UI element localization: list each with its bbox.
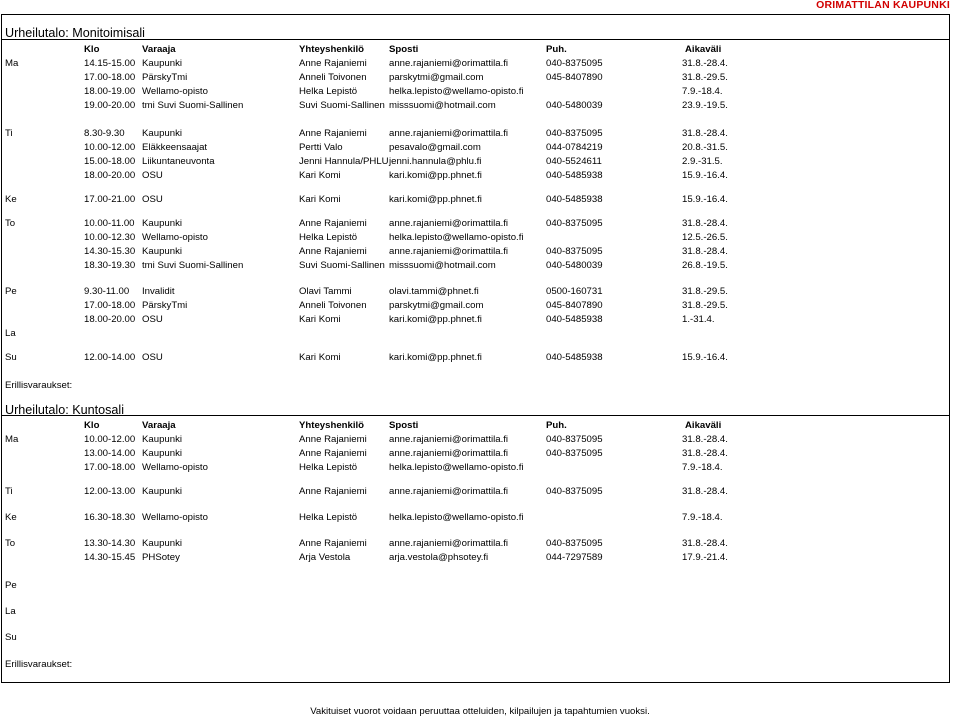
time-cell: 18.30-19.30: [84, 260, 136, 271]
period-cell: 31.8.-28.4.: [682, 448, 728, 459]
contact-cell: Helka Lepistö: [299, 232, 358, 243]
period-cell: 31.8.-28.4.: [682, 486, 728, 497]
table-row: [2, 99, 949, 113]
booker-cell: Kaupunki: [142, 486, 183, 497]
phone-cell: 045-8407890: [546, 72, 603, 83]
phone-cell: 040-5524611: [546, 156, 602, 167]
phone-cell: 040-8375095: [546, 218, 603, 229]
email-cell: helka.lepisto@wellamo-opisto.fi: [389, 512, 524, 523]
booker-cell: Eläkkeensaajat: [142, 142, 208, 153]
table-row: [2, 85, 949, 99]
period-cell: 31.8.-28.4.: [682, 128, 728, 139]
email-cell: anne.rajaniemi@orimattila.fi: [389, 246, 509, 257]
time-cell: 18.00-20.00: [84, 314, 136, 325]
contact-cell: Kari Komi: [299, 170, 341, 181]
email-cell: parskytmi@gmail.com: [389, 72, 484, 83]
column-header-varaaja: Varaaja: [142, 44, 176, 55]
period-cell: 7.9.-18.4.: [682, 462, 723, 473]
org-header: ORIMATTILAN KAUPUNKI: [816, 0, 950, 11]
email-cell: helka.lepisto@wellamo-opisto.fi: [389, 232, 524, 243]
title-rule: [2, 39, 949, 40]
phone-cell: 044-0784219: [546, 142, 603, 153]
table-row: [2, 169, 949, 183]
column-header-row: [2, 43, 949, 57]
column-header-puh: Puh.: [546, 44, 567, 55]
time-cell: 14.30-15.30: [84, 246, 136, 257]
phone-cell: 040-8375095: [546, 434, 603, 445]
column-header-klo: Klo: [84, 44, 100, 55]
booker-cell: PHSotey: [142, 552, 180, 563]
table-row: [2, 57, 949, 71]
table-row: [2, 193, 949, 207]
contact-cell: Suvi Suomi-Sallinen: [299, 260, 385, 271]
day-cell: Ti: [5, 486, 13, 497]
table-row: [2, 551, 949, 565]
phone-cell: 040-5485938: [546, 314, 603, 325]
day-cell: Pe: [5, 286, 17, 297]
booker-cell: Kaupunki: [142, 538, 183, 549]
table-row: [2, 485, 949, 499]
table-row: [2, 461, 949, 475]
period-cell: 31.8.-28.4.: [682, 538, 728, 549]
section-title: Urheilutalo: Kuntosali: [5, 403, 125, 417]
email-cell: helka.lepisto@wellamo-opisto.fi: [389, 462, 524, 473]
booker-cell: OSU: [142, 352, 163, 363]
contact-cell: Anne Rajaniemi: [299, 486, 367, 497]
booker-cell: OSU: [142, 314, 163, 325]
table-row: [2, 351, 949, 365]
table-row: [2, 217, 949, 231]
table-row: [2, 327, 949, 341]
time-cell: 16.30-18.30: [84, 512, 136, 523]
contact-cell: Helka Lepistö: [299, 512, 358, 523]
phone-cell: 0500-160731: [546, 286, 603, 297]
email-cell: helka.lepisto@wellamo-opisto.fi: [389, 86, 524, 97]
table-row: [2, 155, 949, 169]
table-row: [2, 285, 949, 299]
time-cell: 17.00-21.00: [84, 194, 136, 205]
contact-cell: Anneli Toivonen: [299, 72, 367, 83]
column-header-aikavali: Aikaväli: [685, 44, 722, 55]
time-cell: 17.00-18.00: [84, 72, 136, 83]
contact-cell: Anne Rajaniemi: [299, 58, 367, 69]
booker-cell: PärskyTmi: [142, 300, 188, 311]
contact-cell: Kari Komi: [299, 352, 341, 363]
day-cell: Pe: [5, 580, 17, 591]
email-cell: kari.komi@pp.phnet.fi: [389, 352, 482, 363]
booker-cell: PärskyTmi: [142, 72, 188, 83]
period-cell: 17.9.-21.4.: [682, 552, 728, 563]
booker-cell: Kaupunki: [142, 58, 183, 69]
email-cell: parskytmi@gmail.com: [389, 300, 484, 311]
booker-cell: Wellamo-opisto: [142, 232, 208, 243]
booker-cell: OSU: [142, 194, 163, 205]
email-cell: olavi.tammi@phnet.fi: [389, 286, 479, 297]
email-cell: anne.rajaniemi@orimattila.fi: [389, 58, 509, 69]
contact-cell: Anne Rajaniemi: [299, 128, 367, 139]
period-cell: 31.8.-28.4.: [682, 246, 728, 257]
time-cell: 8.30-9.30: [84, 128, 125, 139]
email-cell: anne.rajaniemi@orimattila.fi: [389, 486, 509, 497]
email-cell: anne.rajaniemi@orimattila.fi: [389, 128, 509, 139]
contact-cell: Helka Lepistö: [299, 462, 358, 473]
email-cell: kari.komi@pp.phnet.fi: [389, 194, 482, 205]
booker-cell: tmi Suvi Suomi-Sallinen: [142, 100, 244, 111]
phone-cell: 040-8375095: [546, 246, 603, 257]
phone-cell: 040-8375095: [546, 58, 603, 69]
phone-cell: 040-5485938: [546, 170, 603, 181]
period-cell: 15.9.-16.4.: [682, 194, 728, 205]
contact-cell: Suvi Suomi-Sallinen: [299, 100, 385, 111]
table-row: [2, 141, 949, 155]
footer-note: Vakituiset vuorot voidaan peruuttaa otteluiden, kilpailujen ja tapahtumien vuoksi.: [310, 706, 650, 717]
time-cell: 10.00-12.00: [84, 434, 136, 445]
column-header-klo: Klo: [84, 420, 100, 431]
time-cell: 15.00-18.00: [84, 156, 136, 167]
period-cell: 7.9.-18.4.: [682, 512, 723, 523]
day-cell: To: [5, 218, 16, 229]
contact-cell: Anne Rajaniemi: [299, 246, 367, 257]
email-cell: arja.vestola@phsotey.fi: [389, 552, 489, 563]
period-cell: 12.5.-26.5.: [682, 232, 728, 243]
table-row: [2, 71, 949, 85]
phone-cell: 040-5485938: [546, 352, 603, 363]
booker-cell: Kaupunki: [142, 246, 183, 257]
contact-cell: Pertti Valo: [299, 142, 343, 153]
phone-cell: 045-8407890: [546, 300, 603, 311]
table-row: [2, 605, 949, 619]
email-cell: jenni.hannula@phlu.fi: [389, 156, 482, 167]
period-cell: 20.8.-31.5.: [682, 142, 728, 153]
table-row: [2, 299, 949, 313]
booker-cell: Liikuntaneuvonta: [142, 156, 215, 167]
contact-cell: Kari Komi: [299, 314, 341, 325]
time-cell: 17.00-18.00: [84, 300, 136, 311]
contact-cell: Anne Rajaniemi: [299, 538, 367, 549]
day-cell: Su: [5, 632, 17, 643]
period-cell: 1.-31.4.: [682, 314, 715, 325]
table-row: [2, 631, 949, 645]
contact-cell: Anne Rajaniemi: [299, 218, 367, 229]
booker-cell: Wellamo-opisto: [142, 462, 208, 473]
email-cell: anne.rajaniemi@orimattila.fi: [389, 538, 509, 549]
column-header-aikavali: Aikaväli: [685, 420, 722, 431]
period-cell: 31.8.-29.5.: [682, 286, 728, 297]
period-cell: 31.8.-29.5.: [682, 300, 728, 311]
contact-cell: Anne Rajaniemi: [299, 434, 367, 445]
booker-cell: Kaupunki: [142, 434, 183, 445]
period-cell: 31.8.-28.4.: [682, 58, 728, 69]
email-cell: anne.rajaniemi@orimattila.fi: [389, 434, 509, 445]
time-cell: 10.00-12.00: [84, 142, 136, 153]
time-cell: 9.30-11.00: [84, 286, 130, 297]
table-row: [2, 245, 949, 259]
extra-bookings-label: Erillisvaraukset:: [5, 380, 73, 391]
period-cell: 15.9.-16.4.: [682, 352, 728, 363]
time-cell: 13.30-14.30: [84, 538, 136, 549]
contact-cell: Anneli Toivonen: [299, 300, 367, 311]
table-row: [2, 537, 949, 551]
column-header-yhteyshenkilo: Yhteyshenkilö: [299, 44, 365, 55]
column-header-sposti: Sposti: [389, 44, 419, 55]
day-cell: La: [5, 328, 16, 339]
table-row: [2, 313, 949, 327]
table-row: [2, 259, 949, 273]
day-cell: Ma: [5, 434, 19, 445]
time-cell: 14.30-15.45: [84, 552, 136, 563]
time-cell: 17.00-18.00: [84, 462, 136, 473]
day-cell: Ti: [5, 128, 13, 139]
contact-cell: Kari Komi: [299, 194, 341, 205]
column-header-sposti: Sposti: [389, 420, 419, 431]
table-row: [2, 579, 949, 593]
phone-cell: 040-5480039: [546, 260, 603, 271]
period-cell: 23.9.-19.5.: [682, 100, 728, 111]
table-row: [2, 127, 949, 141]
booker-cell: OSU: [142, 170, 163, 181]
contact-cell: Helka Lepistö: [299, 86, 358, 97]
booker-cell: tmi Suvi Suomi-Sallinen: [142, 260, 244, 271]
period-cell: 26.8.-19.5.: [682, 260, 728, 271]
time-cell: 19.00-20.00: [84, 100, 136, 111]
day-cell: La: [5, 606, 16, 617]
section-title: Urheilutalo: Monitoimisali: [5, 26, 145, 40]
column-header-puh: Puh.: [546, 420, 567, 431]
email-cell: pesavalo@gmail.com: [389, 142, 481, 153]
table-row: [2, 511, 949, 525]
time-cell: 12.00-14.00: [84, 352, 136, 363]
period-cell: 31.8.-28.4.: [682, 434, 728, 445]
day-cell: Ma: [5, 58, 19, 69]
column-header-varaaja: Varaaja: [142, 420, 176, 431]
phone-cell: 040-8375095: [546, 486, 603, 497]
day-cell: Su: [5, 352, 17, 363]
phone-cell: 040-8375095: [546, 128, 603, 139]
schedule-sheet: [1, 14, 950, 683]
booker-cell: Kaupunki: [142, 448, 183, 459]
column-header-yhteyshenkilo: Yhteyshenkilö: [299, 420, 365, 431]
email-cell: kari.komi@pp.phnet.fi: [389, 170, 482, 181]
day-cell: Ke: [5, 194, 17, 205]
period-cell: 2.9.-31.5.: [682, 156, 723, 167]
table-row: [2, 231, 949, 245]
contact-cell: Arja Vestola: [299, 552, 351, 563]
extra-bookings-label: Erillisvaraukset:: [5, 659, 73, 670]
phone-cell: 040-8375095: [546, 448, 603, 459]
booker-cell: Kaupunki: [142, 128, 183, 139]
time-cell: 12.00-13.00: [84, 486, 136, 497]
contact-cell: Anne Rajaniemi: [299, 448, 367, 459]
email-cell: misssuomi@hotmail.com: [389, 100, 496, 111]
period-cell: 15.9.-16.4.: [682, 170, 728, 181]
time-cell: 10.00-12.30: [84, 232, 136, 243]
phone-cell: 044-7297589: [546, 552, 603, 563]
time-cell: 14.15-15.00: [84, 58, 136, 69]
period-cell: 7.9.-18.4.: [682, 86, 723, 97]
column-header-row: [2, 419, 949, 433]
phone-cell: 040-5485938: [546, 194, 603, 205]
email-cell: kari.komi@pp.phnet.fi: [389, 314, 482, 325]
day-cell: To: [5, 538, 16, 549]
phone-cell: 040-5480039: [546, 100, 603, 111]
period-cell: 31.8.-29.5.: [682, 72, 728, 83]
time-cell: 18.00-19.00: [84, 86, 136, 97]
table-row: [2, 433, 949, 447]
table-row: [2, 447, 949, 461]
title-rule: [2, 415, 949, 416]
time-cell: 13.00-14.00: [84, 448, 136, 459]
phone-cell: 040-8375095: [546, 538, 603, 549]
booker-cell: Wellamo-opisto: [142, 512, 208, 523]
time-cell: 18.00-20.00: [84, 170, 136, 181]
period-cell: 31.8.-28.4.: [682, 218, 728, 229]
time-cell: 10.00-11.00: [84, 218, 135, 229]
day-cell: Ke: [5, 512, 17, 523]
booker-cell: Wellamo-opisto: [142, 86, 208, 97]
email-cell: misssuomi@hotmail.com: [389, 260, 496, 271]
booker-cell: Invalidit: [142, 286, 175, 297]
booker-cell: Kaupunki: [142, 218, 183, 229]
email-cell: anne.rajaniemi@orimattila.fi: [389, 448, 509, 459]
email-cell: anne.rajaniemi@orimattila.fi: [389, 218, 509, 229]
contact-cell: Jenni Hannula/PHLU: [299, 156, 389, 167]
contact-cell: Olavi Tammi: [299, 286, 352, 297]
